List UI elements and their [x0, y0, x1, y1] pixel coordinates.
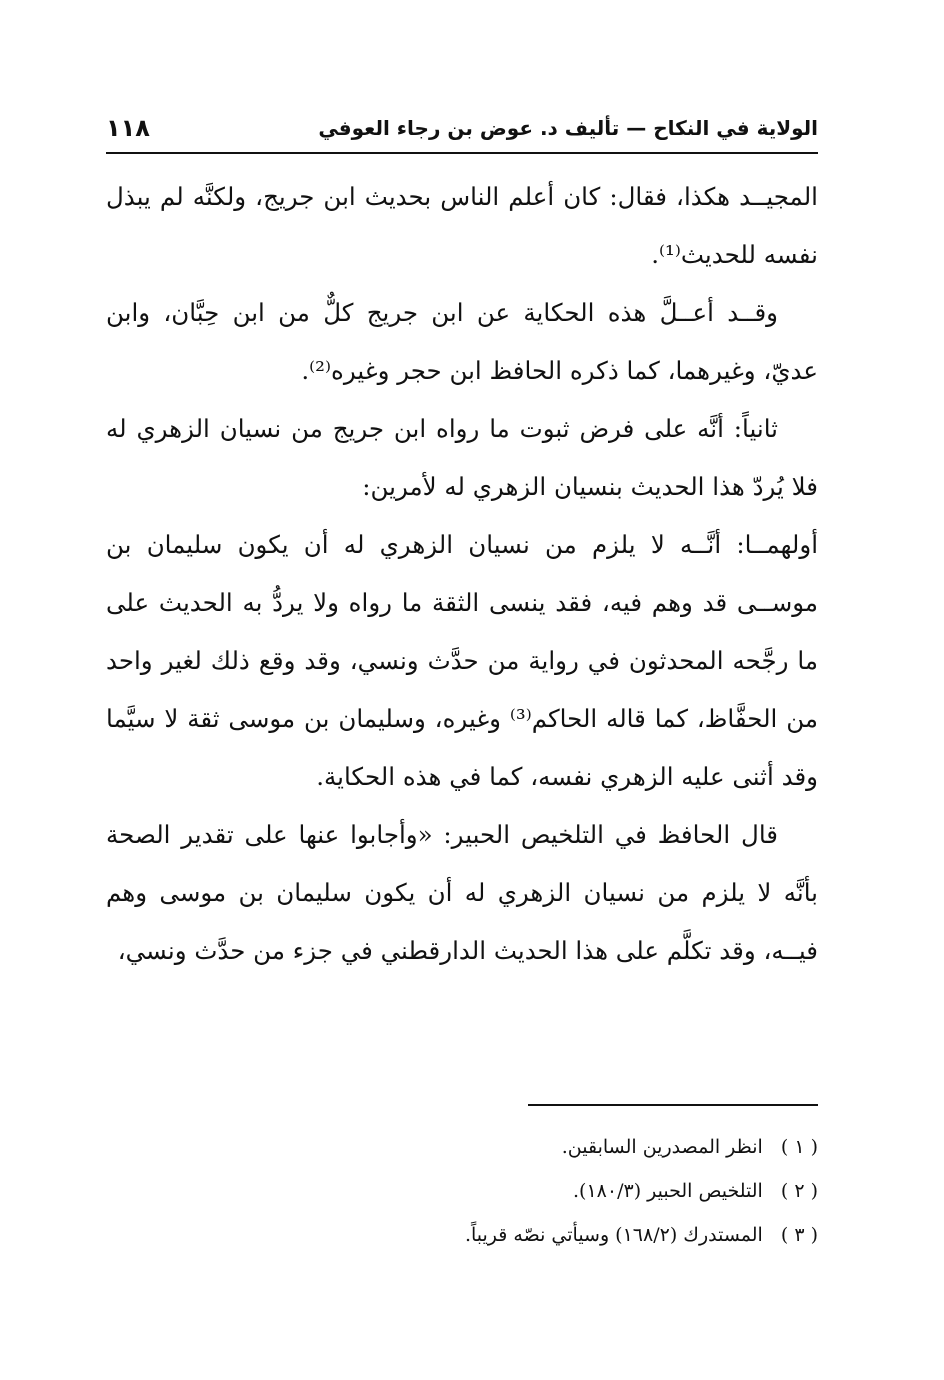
footnote-separator [528, 1104, 818, 1106]
paragraph-4: أولهمــا: أنَّــه لا يلزم من نسيان الزهري له أن يكون سليمان بن موســى قد وهم فيه، فقد ينسى الثقة ما رواه ولا يردُّ به الحديث على ما رجَّحه المحدثون في رواية من حدَّث ونسي، وقد وقع ذلك لغير واحد من الحفَّاظ، كما قاله الحاكم⁽³⁾ وغيره، وسليمان بن موسى ثقة لا سيَّما وقد أثنى عليه الزهري نفسه، كما في هذه الحكاية. [106, 530, 818, 791]
footnote-text: انظر المصدرين السابقين. [561, 1136, 763, 1158]
paragraph-1: المجيــد هكذا، فقال: كان أعلم الناس بحديث ابن جريج، ولكنَّه لم يبذل نفسه للحديث⁽¹⁾. [106, 182, 818, 269]
footnote-3 [106, 1213, 818, 1257]
paragraph-5: قال الحافظ في التلخيص الحبير: «وأجابوا عنها على تقدير الصحة بأنَّه لا يلزم من نسيان الزهري له أن يكون سليمان بن موسى وهم فيــه، وقد تكلَّم على هذا الحديث الدارقطني في جزء من حدَّث ونسي، [106, 820, 818, 965]
footnote-text: التلخيص الحبير (١٨٠/٣). [573, 1180, 763, 1202]
footnote-number: ( ١ ) [780, 1136, 818, 1158]
footnote-number: ( ٣ ) [780, 1224, 818, 1246]
footnote-number: ( ٢ ) [780, 1180, 818, 1202]
paragraph-3: ثانياً: أنَّه على فرض ثبوت ما رواه ابن جريج من نسيان الزهري له فلا يُردّ هذا الحديث بنسيان الزهري له لأمرين: [106, 414, 818, 501]
footnotes [106, 1125, 818, 1257]
paragraph-2: وقــد أعــلَّ هذه الحكاية عن ابن جريج كلٌّ من ابن حِبَّان، وابن عديّ، وغيرهما، كما ذكره الحافظ ابن حجر وغيره⁽²⁾. [106, 298, 818, 385]
footnote-2 [106, 1169, 818, 1213]
running-title: الولاية في النكاح — تأليف د. عوض بن رجاء العوفي [318, 116, 818, 140]
page-header [106, 108, 818, 154]
page-number: ١١٨ [106, 114, 150, 142]
footnote-1 [106, 1125, 818, 1169]
footnote-text: المستدرك (١٦٨/٢) وسيأتي نصّه قريباً. [464, 1224, 763, 1246]
main-text [106, 168, 818, 980]
